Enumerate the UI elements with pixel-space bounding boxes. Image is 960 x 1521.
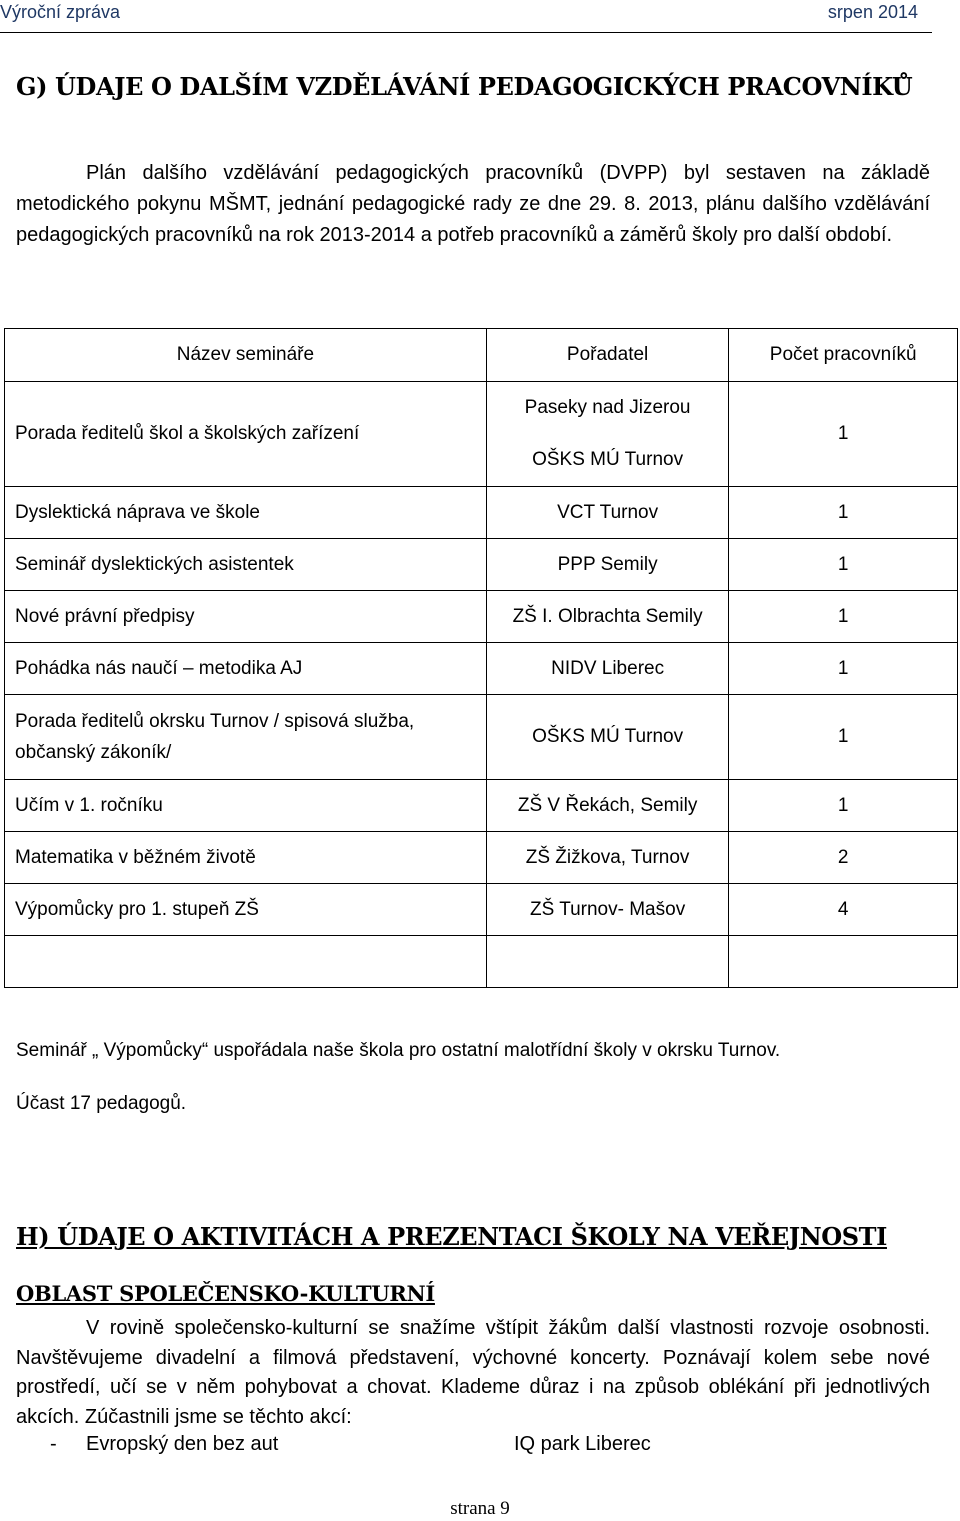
seminar-table bbox=[4, 328, 958, 988]
empty-cell bbox=[5, 936, 487, 988]
table-row bbox=[5, 487, 958, 539]
table-header-name: Název semináře bbox=[5, 329, 487, 382]
seminar-organizer: VCT Turnov bbox=[486, 487, 729, 539]
empty-cell bbox=[729, 936, 958, 988]
seminar-organizer: ZŠ I. Olbrachta Semily bbox=[486, 591, 729, 643]
table-row-empty bbox=[5, 936, 958, 988]
table-row bbox=[5, 591, 958, 643]
seminar-organizer-line1: Paseky nad Jizerou bbox=[524, 397, 691, 418]
page-number: strana 9 bbox=[450, 1498, 510, 1519]
seminar-count: 1 bbox=[729, 591, 958, 643]
seminar-count: 1 bbox=[729, 487, 958, 539]
seminar-organizer: ZŠ Žižkova, Turnov bbox=[486, 832, 729, 884]
table-row bbox=[5, 643, 958, 695]
seminar-name: Seminář dyslektických asistentek bbox=[5, 539, 487, 591]
seminar-organizer: ZŠ Turnov- Mašov bbox=[486, 884, 729, 936]
seminar-count: 1 bbox=[729, 539, 958, 591]
seminar-name: Dyslektická náprava ve škole bbox=[5, 487, 487, 539]
seminar-name: Výpomůcky pro 1. stupeň ZŠ bbox=[5, 884, 487, 936]
table-row bbox=[5, 695, 958, 780]
seminar-count: 4 bbox=[729, 884, 958, 936]
list-item bbox=[50, 1433, 651, 1456]
table-row bbox=[5, 539, 958, 591]
seminar-organizer: OŠKS MÚ Turnov bbox=[486, 695, 729, 780]
seminar-name: Porada ředitelů škol a školských zařízení bbox=[5, 382, 487, 487]
table-row bbox=[5, 780, 958, 832]
seminar-name-line1: Porada ředitelů okrsku Turnov / spisová služba, bbox=[15, 711, 415, 732]
empty-cell bbox=[486, 936, 729, 988]
seminar-name-line2: občanský zákoník/ bbox=[15, 742, 172, 763]
table-row bbox=[5, 382, 958, 487]
seminar-name: Pohádka nás naučí – metodika AJ bbox=[5, 643, 487, 695]
table-row bbox=[5, 832, 958, 884]
event-place: IQ park Liberec bbox=[514, 1433, 651, 1455]
table-header-row bbox=[5, 329, 958, 382]
seminar-name: Matematika v běžném životě bbox=[5, 832, 487, 884]
table-header-count: Počet pracovníků bbox=[729, 329, 958, 382]
seminar-count: 1 bbox=[729, 643, 958, 695]
table-header-organizer: Pořadatel bbox=[486, 329, 729, 382]
attendance-note: Účast 17 pedagogů. bbox=[16, 1093, 187, 1114]
section-h-text-content: V rovině společensko-kulturní se snažíme vštípit žákům další vlastnosti rozvoje osobnosti. Navštěvujeme divadelní a filmová představení, výchovné koncerty. Poznávají kolem sebe nové prostředí, učí se v něm pohybovat a chovat. Klademe důraz i na způsob oblékání při jednotlivých akcích. Zúčastnili jsme se těchto akcí: bbox=[16, 1317, 930, 1428]
section-h-title: H) ÚDAJE O AKTIVITÁCH A PREZENTACI ŠKOLY NA VEŘEJNOSTI bbox=[16, 1222, 887, 1251]
seminar-organizer: PPP Semily bbox=[486, 539, 729, 591]
seminar-name: Učím v 1. ročníku bbox=[5, 780, 487, 832]
section-g-intro-text: Plán dalšího vzdělávání pedagogických pracovníků (DVPP) byl sestaven na základě metodického pokynu MŠMT, jednání pedagogické rady ze dne 29. 8. 2013, plánu dalšího vzdělávání pedagogických pracovníků na rok 2013-2014 a potřeb pracovníků a záměrů školy pro další období. bbox=[16, 162, 930, 246]
event-name: Evropský den bez aut bbox=[86, 1433, 279, 1455]
header-date: srpen 2014 bbox=[827, 2, 918, 22]
seminar-name: Nové právní předpisy bbox=[5, 591, 487, 643]
section-g-intro bbox=[16, 158, 930, 251]
seminar-organizer bbox=[486, 382, 729, 487]
section-h-subtitle: OBLAST SPOLEČENSKO-KULTURNÍ bbox=[16, 1281, 435, 1306]
seminar-organizer: NIDV Liberec bbox=[486, 643, 729, 695]
seminar-count: 2 bbox=[729, 832, 958, 884]
seminar-organizer: ZŠ V Řekách, Semily bbox=[486, 780, 729, 832]
table-row bbox=[5, 884, 958, 936]
header-title: Výroční zpráva bbox=[0, 2, 121, 22]
seminar-count: 1 bbox=[729, 780, 958, 832]
section-h-text bbox=[16, 1314, 930, 1432]
list-dash: - bbox=[50, 1433, 57, 1455]
seminar-organizer-line2: OŠKS MÚ Turnov bbox=[532, 449, 684, 470]
seminar-note: Seminář „ Výpomůcky“ uspořádala naše škola pro ostatní malotřídní školy v okrsku Turnov. bbox=[16, 1040, 781, 1061]
seminar-count: 1 bbox=[729, 695, 958, 780]
page-header bbox=[0, 0, 932, 33]
section-g-title: G) ÚDAJE O DALŠÍM VZDĚLÁVÁNÍ PEDAGOGICKÝCH PRACOVNÍKŮ bbox=[16, 72, 913, 101]
seminar-name bbox=[5, 695, 487, 780]
seminar-count: 1 bbox=[729, 382, 958, 487]
